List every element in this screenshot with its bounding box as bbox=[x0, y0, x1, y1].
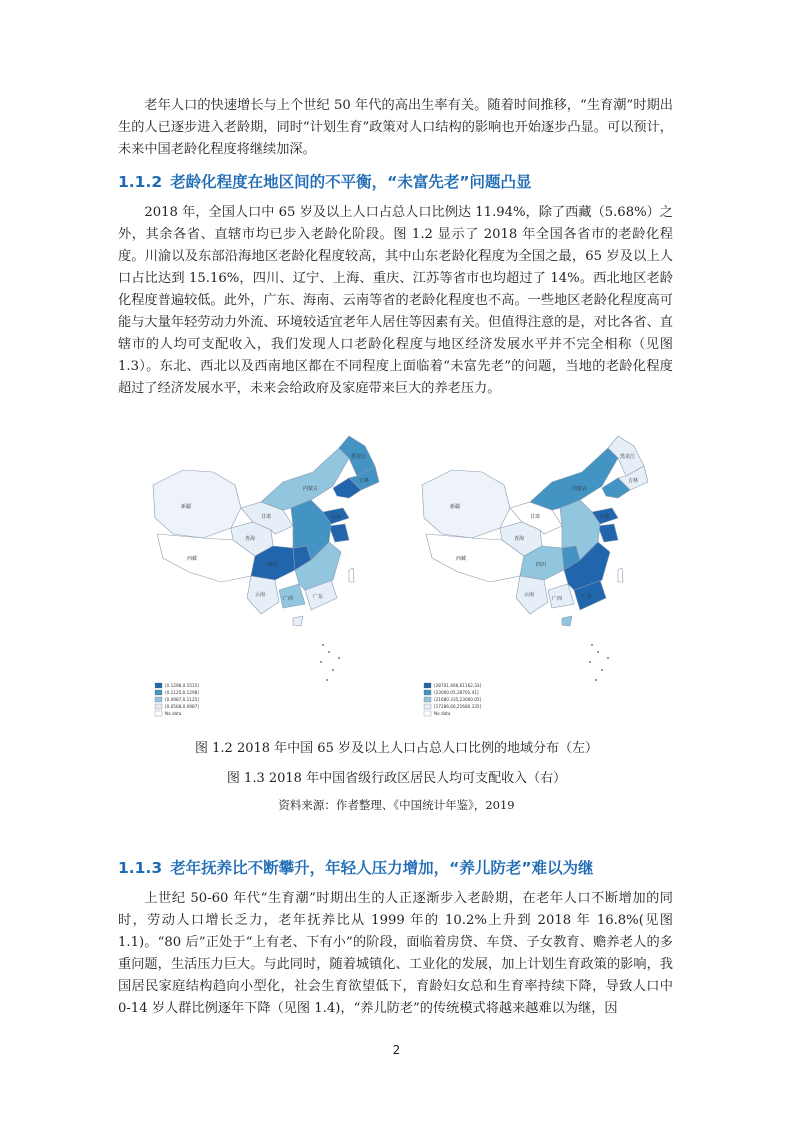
region-xinjiang bbox=[153, 470, 241, 538]
legend-swatch-2 bbox=[155, 690, 162, 695]
legend-swatch-4 bbox=[424, 704, 431, 709]
region-neimenggu bbox=[530, 448, 618, 510]
label-qinghai: 青海 bbox=[245, 536, 256, 542]
label-neimenggu: 内蒙古 bbox=[303, 486, 319, 492]
label-gansu: 甘肃 bbox=[530, 514, 541, 520]
paragraph-1-1-3: 上世纪 50-60 年代“生育潮”时期出生的人正逐渐步入老龄期，在老年人口不断增加的同时，劳动人口增长乏力，老年抚养比从 1999 年的 10.2%上升到 2018 年 16.8%(见图 1.1)。“80 后”正处于“上有老、下有小”的阶段，面临着房贷、车贷、子女教育、赡养老人的多重问题，生活压力巨大。与此同时，随着城镇化、工业化的发展，加上计划生育政策的影响，我国居民家庭结构趋向小型化，社会生育欲望低下，育龄妇女总和生育率持续下降，导致人口中 0-14 岁人群比例逐年下降（见图 1.4)，“养儿防老”的传统模式将越来越难以为继，因 bbox=[118, 891, 673, 1016]
legend-left bbox=[155, 683, 199, 716]
legend-label-nodata: No data bbox=[165, 711, 182, 716]
figure-caption-1-2: 图 1.2 2018 年中国 65 岁及以上人口占总人口比例的地域分布（左） bbox=[195, 741, 598, 756]
section-number: 1.1.3 bbox=[118, 859, 163, 877]
label-yunnan: 云南 bbox=[524, 592, 535, 598]
legend-swatch-nodata bbox=[424, 711, 431, 716]
region-xinjiang bbox=[422, 470, 510, 538]
map-right-income bbox=[412, 430, 662, 720]
region-hainan bbox=[293, 616, 303, 626]
label-sichuan: 四川 bbox=[267, 562, 278, 568]
label-qinghai: 青海 bbox=[514, 536, 525, 542]
legend-label-2: (0.1125,0.1298] bbox=[165, 690, 199, 695]
legend-swatch-nodata bbox=[155, 711, 162, 716]
label-xizang: 西藏 bbox=[187, 556, 198, 562]
section-heading-1-1-3 bbox=[118, 856, 594, 878]
south-china-sea-islands bbox=[589, 644, 609, 681]
legend-label-1: (0.1298,0.1515] bbox=[165, 683, 199, 688]
label-heilongjiang: 黑龙江 bbox=[620, 454, 636, 460]
section-heading-1-1-2 bbox=[118, 170, 532, 192]
label-shandong: 山东 bbox=[331, 514, 342, 520]
label-neimenggu: 内蒙古 bbox=[572, 486, 588, 492]
legend-label-nodata: No data bbox=[434, 711, 451, 716]
label-jilin: 吉林 bbox=[628, 478, 639, 484]
south-china-sea-islands bbox=[320, 644, 340, 681]
legend-label-4: [17286.06,21680.335] bbox=[434, 704, 482, 709]
label-xizang: 西藏 bbox=[456, 556, 467, 562]
legend-swatch-4 bbox=[155, 704, 162, 709]
label-shandong: 山东 bbox=[600, 514, 611, 520]
region-taiwan bbox=[618, 568, 623, 582]
region-jiangsu bbox=[329, 524, 349, 542]
paragraph-1-1-2: 2018 年，全国人口中 65 岁及以上人口占总人口比例达 11.94%，除了西藏（5.68%）之外，其余各省、直辖市均已步入老龄化阶段。图 1.2 显示了 2018 年全国各省市的老龄化程度。川渝以及东部沿海地区老龄化程度较高，其中山东老龄化程度为全国之最，65 岁及以上人口占比达到 15.16%，四川、辽宁、上海、重庆、江苏等省市也均超过了 14%。西北地区老龄化程度普遍较低。此外，广东、海南、云南等省的老龄化程度也不高。一些地区老龄化程度高可能与大量年轻劳动力外流、环境较适宜老年人居住等因素有关。但值得注意的是，对比各省、直辖市的人均可支配收入，我们发现人口老龄化程度与地区经济发展水平并不完全相称（见图 1.3）。东北、西北以及西南地区都在不同程度上面临着“未富先老”的问题，当地的老龄化程度超过了经济发展水平，未来会给政府及家庭带来巨大的养老压力。 bbox=[118, 205, 673, 396]
label-guangdong: 广东 bbox=[313, 594, 324, 600]
region-taiwan bbox=[349, 568, 354, 582]
legend-label-2: (23000.05,28701.41] bbox=[434, 690, 479, 695]
label-gansu: 甘肃 bbox=[261, 514, 272, 520]
legend-swatch-1 bbox=[155, 683, 162, 688]
label-jilin: 吉林 bbox=[359, 478, 370, 484]
label-yunnan: 云南 bbox=[255, 592, 266, 598]
label-xinjiang: 新疆 bbox=[181, 504, 192, 510]
label-heilongjiang: 黑龙江 bbox=[351, 454, 367, 460]
region-neimenggu bbox=[261, 448, 349, 510]
legend-swatch-3 bbox=[424, 697, 431, 702]
region-jiangsu bbox=[598, 524, 618, 542]
section-title: 老龄化程度在地区间的不平衡，“未富先老”问题凸显 bbox=[170, 173, 532, 191]
legend-right bbox=[424, 683, 482, 716]
figure-caption-1-3: 图 1.3 2018 年中国省级行政区居民人均可支配收入（右） bbox=[226, 771, 567, 786]
map-left-aging-ratio bbox=[143, 430, 393, 720]
label-guangdong: 广东 bbox=[582, 594, 593, 600]
legend-swatch-3 bbox=[155, 697, 162, 702]
page-number: 2 bbox=[392, 1043, 401, 1057]
label-sichuan: 四川 bbox=[536, 562, 547, 568]
legend-label-3: (21680.335,23000.05] bbox=[434, 697, 482, 702]
legend-swatch-1 bbox=[424, 683, 431, 688]
label-xinjiang: 新疆 bbox=[450, 504, 461, 510]
section-title: 老年抚养比不断攀升，年轻人压力增加，“养儿防老”难以为继 bbox=[170, 859, 594, 877]
label-guangxi: 广西 bbox=[283, 596, 294, 602]
legend-label-4: [0.0568,0.0987] bbox=[165, 704, 199, 709]
legend-label-3: (0.0987,0.1125] bbox=[165, 697, 199, 702]
figure-source: 资料来源：作者整理、《中国统计年鉴》，2019 bbox=[278, 798, 515, 812]
map-left-svg bbox=[143, 430, 393, 720]
label-guangxi: 广西 bbox=[552, 596, 563, 602]
map-right-svg bbox=[412, 430, 662, 720]
region-hainan bbox=[562, 616, 572, 626]
section-number: 1.1.2 bbox=[118, 173, 163, 191]
legend-label-1: (28701.466,61162.33] bbox=[434, 683, 482, 688]
legend-swatch-2 bbox=[424, 690, 431, 695]
paragraph-intro: 老年人口的快速增长与上个世纪 50 年代的高出生率有关。随着时间推移，“生育潮”时期出生的人已逐步进入老龄期，同时“计划生育”政策对人口结构的影响也开始逐步凸显。可以预计，未来中国老龄化程度将继续加深。 bbox=[118, 98, 673, 157]
